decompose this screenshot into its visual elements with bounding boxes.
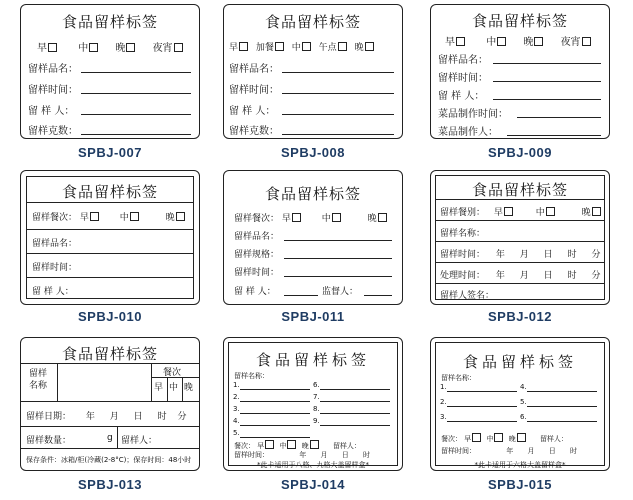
card-title: 食品留样标签 (61, 183, 158, 201)
item-number: 6. (313, 381, 320, 389)
field-label: 留样时间： (229, 85, 279, 96)
field-label: 留 样 人： (32, 287, 74, 297)
card-title: 食品留样标签 (462, 353, 577, 371)
product-code: SPBJ-008 (281, 145, 345, 160)
field-label: 留样品名： (32, 239, 78, 249)
usage-note: *此卡适用于六格大盖留样盒* (474, 461, 566, 469)
checkbox-breakfast[interactable] (90, 212, 99, 221)
item-number: 6. (520, 413, 527, 421)
date-field: 留样日期： 年 月 日 时 分 (26, 412, 187, 422)
field-label: 留样品名： (229, 64, 279, 75)
product-code: SPBJ-013 (78, 477, 142, 492)
item-line[interactable] (447, 406, 517, 407)
checkbox-breakfast[interactable] (48, 43, 57, 52)
field-label: 留 样 人： (234, 287, 276, 297)
field-label: 留样品名： (234, 232, 280, 242)
sampler-label: 留样人： (121, 436, 158, 446)
item-number: 4. (233, 417, 240, 425)
field-label: 留样名称： (234, 372, 269, 380)
label-card-009 (430, 4, 610, 139)
meal-breakfast[interactable]: 早 (154, 383, 164, 393)
product-code: SPBJ-014 (281, 477, 345, 492)
field-label: 留 样 人： (229, 106, 276, 117)
field-line[interactable] (507, 135, 601, 136)
card-title: 食品留样标签 (61, 13, 158, 31)
field-line[interactable] (284, 258, 392, 259)
label-card-010 (20, 170, 200, 305)
item-number: 1. (440, 383, 447, 391)
checkbox-breakfast[interactable] (504, 207, 513, 216)
field-label: 留样时间： (438, 73, 488, 84)
label-card-014 (223, 337, 403, 471)
field-line[interactable] (81, 114, 191, 115)
field-line[interactable] (282, 134, 394, 135)
checkbox-breakfast[interactable] (265, 440, 274, 449)
product-code: SPBJ-010 (78, 309, 142, 324)
label-card-007 (20, 4, 200, 139)
item-line[interactable] (527, 406, 597, 407)
item-line[interactable] (240, 389, 310, 390)
item-line[interactable] (240, 401, 310, 402)
checkbox-breakfast[interactable] (239, 42, 248, 51)
field-line[interactable] (493, 63, 601, 64)
meal-label: 餐次 (163, 368, 182, 378)
checkbox-lunch[interactable] (546, 207, 555, 216)
usage-note: *此卡适用于八格、九格大盖留样盒* (257, 461, 369, 469)
field-line[interactable] (493, 99, 601, 100)
meal-options: 早 加餐 中 午点 晚 (229, 40, 374, 53)
checkbox-dinner[interactable] (365, 42, 374, 51)
item-number: 2. (233, 393, 240, 401)
product-code: SPBJ-015 (488, 477, 552, 492)
checkbox-snack[interactable] (275, 42, 284, 51)
meal-lunch[interactable]: 中 (169, 383, 179, 393)
meal-dinner[interactable]: 晚 (184, 383, 194, 393)
item-line[interactable] (240, 425, 310, 426)
time-field: 留样时间： 年 月 日 时 (441, 447, 577, 455)
field-line[interactable] (282, 93, 394, 94)
field-line[interactable] (81, 134, 191, 135)
field-line[interactable] (493, 81, 601, 82)
field-line[interactable] (517, 117, 601, 118)
checkbox-lunch[interactable] (494, 433, 503, 442)
item-line[interactable] (527, 391, 597, 392)
field-line[interactable] (282, 72, 394, 73)
item-number: 7. (313, 393, 320, 401)
field-line[interactable] (81, 72, 191, 73)
checkbox-dinner[interactable] (534, 37, 543, 46)
meal-options: 早 中 晚 夜宵 (445, 33, 591, 48)
product-code: SPBJ-009 (488, 145, 552, 160)
field-label: 菜品制作时间： (438, 109, 508, 120)
field-line[interactable] (282, 114, 394, 115)
field-label: 留样名称： (440, 229, 486, 239)
checkbox-lunch[interactable] (497, 37, 506, 46)
label-card-013 (20, 337, 200, 471)
checkbox-afternoon[interactable] (338, 42, 347, 51)
field-label: 留样时间： (32, 263, 78, 273)
item-number: 8. (313, 405, 320, 413)
label-card-015 (430, 337, 610, 471)
checkbox-breakfast[interactable] (472, 433, 481, 442)
field-label: 留样克数： (28, 126, 78, 137)
checkbox-breakfast[interactable] (292, 213, 301, 222)
product-code: SPBJ-012 (488, 309, 552, 324)
checkbox-dinner[interactable] (592, 207, 601, 216)
item-line[interactable] (320, 413, 390, 414)
card-title: 食品留样标签 (61, 345, 158, 363)
field-label: 留样时间： 年 月 日 时 分 (440, 250, 601, 260)
field-label: 留样时间： (234, 268, 280, 278)
item-line[interactable] (447, 391, 517, 392)
item-line[interactable] (320, 389, 390, 390)
field-line[interactable] (284, 240, 392, 241)
checkbox-dinner[interactable] (310, 440, 319, 449)
label-card-011 (223, 170, 403, 305)
field-line[interactable] (364, 295, 392, 296)
checkbox-lunch[interactable] (332, 213, 341, 222)
meal-options: 餐次： 早 中 晚 留样人： (441, 435, 568, 443)
label-card-008 (223, 4, 403, 139)
checkbox-breakfast[interactable] (456, 37, 465, 46)
checkbox-night[interactable] (174, 43, 183, 52)
field-label: 留样克数： (229, 126, 279, 137)
field-label: 留样时间： (28, 85, 78, 96)
field-label: 菜品制作人： (438, 127, 498, 138)
checkbox-lunch[interactable] (302, 42, 311, 51)
field-label: 留样品名： (438, 55, 488, 66)
product-code: SPBJ-011 (281, 309, 345, 324)
item-line[interactable] (240, 437, 310, 438)
storage-note: 保存条件：冰箱/柜(冷藏(2-8°C)；保存时间：48小时 (26, 456, 192, 464)
item-number: 1. (233, 381, 240, 389)
item-number: 5. (233, 429, 240, 437)
checkbox-dinner[interactable] (126, 43, 135, 52)
item-line[interactable] (320, 401, 390, 402)
meal-options: 留样餐别： 早 中 晚 (440, 205, 601, 218)
checkbox-lunch[interactable] (89, 43, 98, 52)
item-line[interactable] (527, 421, 597, 422)
field-label: 留 样 人： (438, 91, 485, 102)
field-line[interactable] (81, 93, 191, 94)
card-title: 食品留样标签 (264, 185, 361, 203)
checkbox-dinner[interactable] (378, 213, 387, 222)
checkbox-dinner[interactable] (517, 433, 526, 442)
meal-options: 早 中 晚 夜宵 (37, 39, 183, 54)
field-label: 监督人： (322, 287, 359, 297)
field-label: 留样品名： (28, 64, 78, 75)
checkbox-night[interactable] (582, 37, 591, 46)
field-line[interactable] (284, 295, 318, 296)
item-number: 4. (520, 383, 527, 391)
card-title: 食品留样标签 (264, 13, 361, 31)
card-title: 食品留样标签 (255, 351, 370, 369)
product-code: SPBJ-007 (78, 145, 142, 160)
meal-options: 留样餐次： 早 中 晚 (234, 211, 387, 224)
item-number: 3. (233, 405, 240, 413)
item-line[interactable] (240, 413, 310, 414)
name-label: 留样 名称 (29, 369, 48, 391)
checkbox-lunch[interactable] (130, 212, 139, 221)
label-card-012 (430, 170, 610, 305)
card-title: 食品留样标签 (471, 181, 568, 199)
item-number: 5. (520, 398, 527, 406)
field-line[interactable] (284, 276, 392, 277)
time-field: 留样时间： 年 月 日 时 (234, 451, 370, 459)
card-title: 食品留样标签 (471, 12, 568, 30)
item-number: 2. (440, 398, 447, 406)
checkbox-dinner[interactable] (176, 212, 185, 221)
qty-label: 留样数量： (26, 436, 72, 446)
item-line[interactable] (447, 421, 517, 422)
field-label: 留 样 人： (28, 106, 75, 117)
meal-options: 留样餐次： 早 中 晚 (32, 210, 185, 223)
checkbox-lunch[interactable] (287, 440, 296, 449)
field-label: 留样规格： (234, 250, 280, 260)
field-label: 处理时间： 年 月 日 时 分 (440, 271, 601, 281)
meal-options: 餐次： 早 中 晚 留样人： (234, 442, 361, 450)
qty-unit: g (107, 433, 113, 443)
field-label: 留样人签名： (440, 291, 495, 301)
field-label: 留样名称： (441, 374, 476, 382)
item-number: 3. (440, 413, 447, 421)
item-number: 9. (313, 417, 320, 425)
item-line[interactable] (320, 425, 390, 426)
